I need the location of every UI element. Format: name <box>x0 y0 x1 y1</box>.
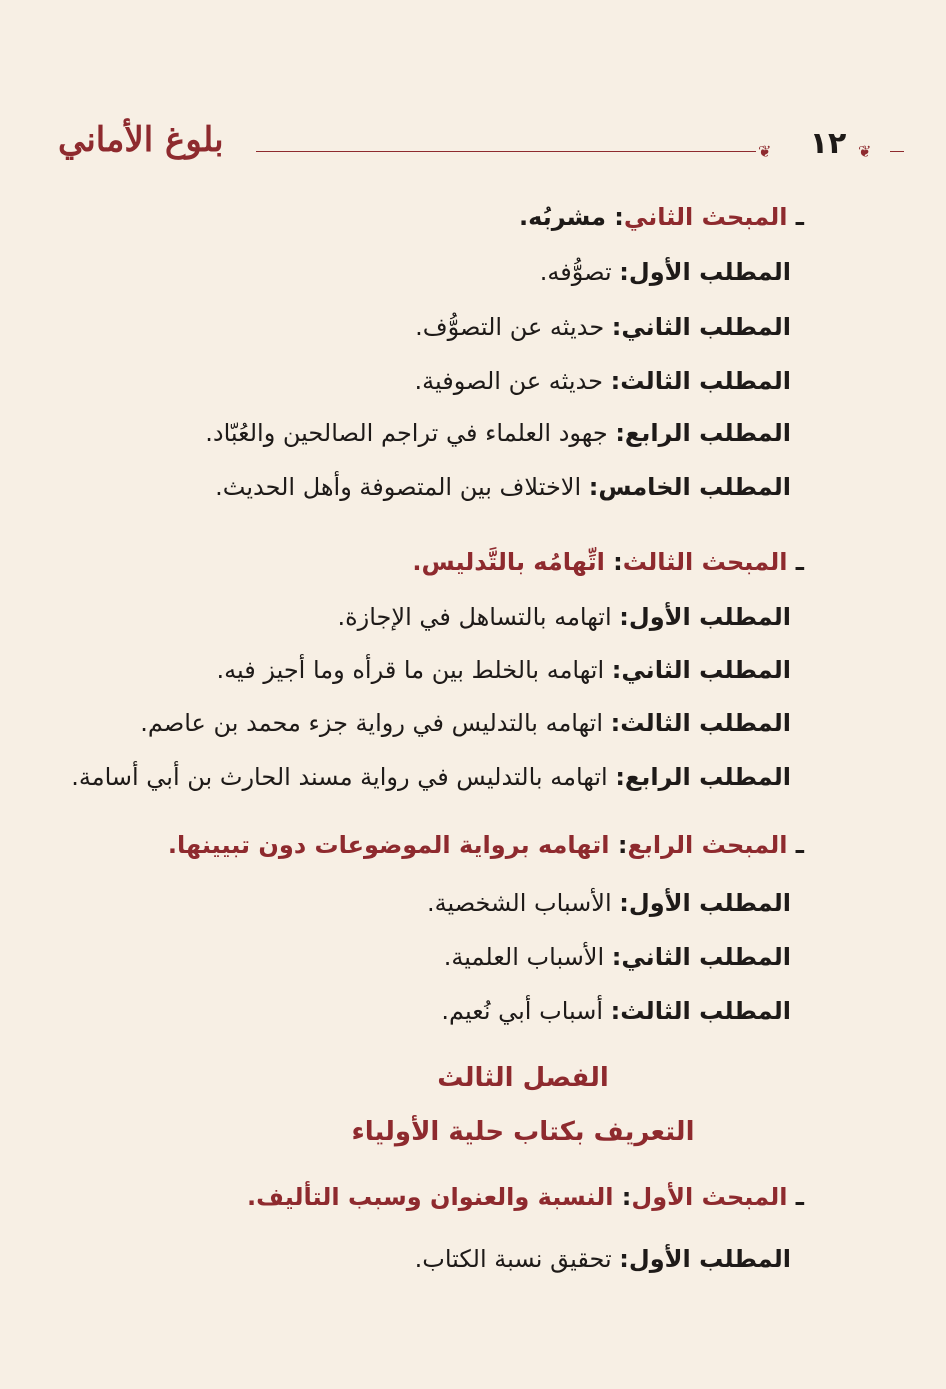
list-item: المطلب الأول: تحقيق نسبة الكتاب. <box>414 1245 791 1273</box>
chapter-subtitle: التعريف بكتاب حلية الأولياء <box>351 1117 695 1147</box>
ornament-left-icon: ❦ <box>758 142 772 161</box>
book-title: بلوغ الأماني <box>58 120 224 160</box>
list-item: المطلب الرابع: جهود العلماء في تراجم الصالحين والعُبّاد. <box>205 419 791 447</box>
running-header <box>58 118 884 178</box>
list-item: المطلب الثاني: الأسباب العلمية. <box>443 943 791 971</box>
section-heading-3: ـ المبحث الرابع: اتهامه برواية الموضوعات دون تبيينها. <box>167 831 804 859</box>
list-item: المطلب الرابع: اتهامه بالتدليس في رواية مسند الحارث بن أبي أسامة. <box>71 763 791 791</box>
list-item: المطلب الثالث: اتهامه بالتدليس في رواية جزء محمد بن عاصم. <box>140 709 791 737</box>
header-rule-right <box>890 151 904 152</box>
list-item: المطلب الثاني: اتهامه بالخلط بين ما قرأه وما أجيز فيه. <box>216 656 791 684</box>
section-heading-2: ـ المبحث الثالث: اتِّهامُه بالتَّدليس. <box>412 548 804 576</box>
list-item: المطلب الثاني: حديثه عن التصوُّف. <box>415 313 791 341</box>
list-item: المطلب الثالث: أسباب أبي نُعيم. <box>441 997 791 1025</box>
list-item: المطلب الثالث: حديثه عن الصوفية. <box>414 367 791 395</box>
ornament-right-icon: ❦ <box>858 142 872 161</box>
page-number: ١٢ <box>809 126 847 161</box>
chapter-title: الفصل الثالث <box>437 1063 609 1093</box>
header-rule-left <box>256 151 756 152</box>
list-item: المطلب الأول: الأسباب الشخصية. <box>426 889 791 917</box>
section-heading-4: ـ المبحث الأول: النسبة والعنوان وسبب التأليف. <box>247 1183 804 1211</box>
section-heading-1: ـ المبحث الثاني: مشربُه. <box>519 203 804 231</box>
list-item: المطلب الأول: تصوُّفه. <box>539 258 791 286</box>
list-item: المطلب الأول: اتهامه بالتساهل في الإجازة. <box>337 603 791 631</box>
list-item: المطلب الخامس: الاختلاف بين المتصوفة وأهل الحديث. <box>215 473 791 501</box>
